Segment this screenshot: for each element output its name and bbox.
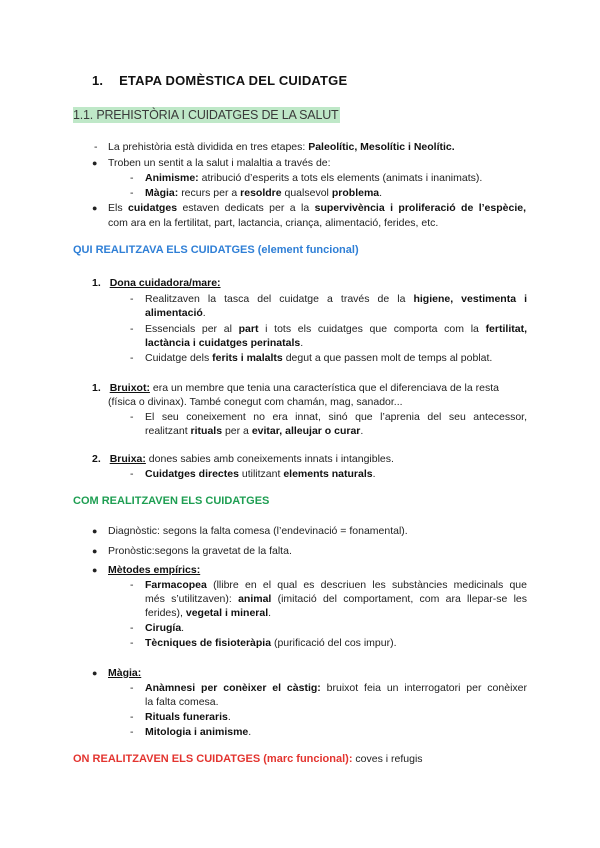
bullet-marker: ● [92,526,98,536]
bullet-marker: ● [92,565,98,575]
dash-marker: - [130,172,134,184]
list-item-continuation: com ara en la fertilitat, part, lactancia, criança, alimentació, ferides, etc. [108,217,439,229]
bold-text: problema [331,187,380,199]
text: era un membre que tenia una característica que el diferenciava de la resta [152,382,499,394]
bold-text: vegetal i mineral [185,607,269,619]
list-item-continuation [145,606,271,620]
list-item [145,467,376,481]
bold-text: Tècniques de fisioteràpia [145,637,272,649]
dash-marker: - [130,682,134,694]
text: . [300,337,304,349]
list-item-continuation [145,306,206,320]
bold-text: Rituals funeraris [145,711,228,723]
section-title [92,74,347,88]
bold-text: elements naturals [283,468,373,480]
subsection-title [73,108,340,123]
list-item [145,322,527,336]
section-number: 1. [92,73,104,88]
text: . [227,711,231,723]
list-item-continuation [145,336,303,350]
list-item [145,621,184,635]
numbered-item [92,276,221,290]
text: Essencials per al [145,323,232,335]
text: (purificació del cos impur). [273,637,397,649]
list-item: Pronòstic:segons la gravetat de la falta. [108,545,292,557]
item-label: Bruixot: [109,382,150,394]
item-number: 1. [92,382,101,394]
list-item [145,710,231,724]
text: . [360,425,364,437]
bullet-marker: ● [92,668,98,678]
list-item [108,563,200,577]
list-item [108,666,141,680]
heading-on-label: ON REALITZAVEN ELS CUIDATGES (marc funcional): [73,753,353,765]
bold-text: Mitologia i animisme [145,726,249,738]
text: i tots els cuidatges que comporta com la [265,323,479,335]
list-item [145,171,482,185]
bullet-marker: ● [92,203,98,213]
list-item [145,292,527,306]
bold-text: rituals [190,425,223,437]
bold-text: Anàmnesi per conèixer el càstig: [145,682,321,694]
bold-text: fertilitat, [485,323,527,335]
bold-text: Animisme: [145,172,199,184]
list-item [145,578,527,592]
bold-text: higiene, vestimenta i [413,293,527,305]
numbered-item [92,381,499,395]
item-number: 2. [92,453,101,465]
list-item [108,140,455,154]
dash-marker: - [130,293,134,305]
text: . [248,726,252,738]
text: bruixot feia un interrogatori per conèixer [326,682,527,694]
item-label: Bruixa: [109,453,146,465]
bold-text: Màgia: [108,667,142,679]
heading-on [73,752,423,766]
bold-text: supervivència i proliferació de l’espècie, [314,202,526,214]
heading-com: COM REALITZAVEN ELS CUIDATGES [73,495,270,507]
bold-text: Farmacopea [145,579,207,591]
text: dones sabies amb coneixements innats i intangibles. [148,453,394,465]
list-item [108,201,526,215]
bold-text: part [238,323,259,335]
bold-text: Mètodes empírics: [108,564,201,576]
list-item [145,351,492,365]
bold-text: resoldre [240,187,282,199]
bullet-marker: ● [92,546,98,556]
list-item [145,186,382,200]
dash-marker: - [130,352,134,364]
list-item-continuation: la falta comesa. [145,696,219,708]
text: més s’utilitzaven): [145,593,232,605]
text: recurs per a [181,187,238,199]
bold-text: alimentació [145,307,203,319]
list-item: Troben un sentit a la salut i malaltia a través de: [108,157,331,169]
text: (imitació del comportament, com ara llepar-se les [277,593,527,605]
list-item [145,681,527,695]
section-title-text: ETAPA DOMÈSTICA DEL CUIDATGE [119,73,348,88]
text: qualsevol [284,187,329,199]
text: . [379,187,383,199]
dash-marker: - [130,579,134,591]
item-number: 1. [92,277,101,289]
bold-text: Cirugía [145,622,182,634]
dash-marker: - [130,726,134,738]
text: atribució d’esperits a tots els elements (animats i inanimats). [201,172,483,184]
numbered-item [92,452,394,466]
dash-marker: - [130,711,134,723]
list-item: El seu coneixement no era innat, sinó que l’aprenia del seu antecessor, [145,411,527,423]
bullet-marker: ● [92,158,98,168]
list-item-continuation [145,424,363,438]
dash-marker: - [94,141,98,153]
text: Els [108,202,123,214]
text: . [202,307,206,319]
text: estaven dedicats per a la [182,202,310,214]
text: . [181,622,185,634]
dash-marker: - [130,468,134,480]
dash-marker: - [130,323,134,335]
text: per a [224,425,249,437]
text: Realitzaven la tasca del cuidatge a través de la [145,293,406,305]
subsection-highlight: 1.1. PREHISTÒRIA I CUIDATGES DE LA SALUT [73,108,339,122]
text: coves i refugis [355,753,423,765]
text: La prehistòria està dividida en tres etapes: [108,141,306,153]
list-item-continuation [145,592,527,606]
text: utilitzant [241,468,281,480]
item-label: Dona cuidadora/mare: [109,277,221,289]
text: . [268,607,272,619]
bold-text: Màgia: [145,187,179,199]
bold-text: animal [238,593,272,605]
text: (llibre en el qual es descriuen les substàncies medicinals que [213,579,527,591]
text: Cuidatge dels [145,352,210,364]
dash-marker: - [130,637,134,649]
list-item [145,636,397,650]
heading-qui: QUI REALITZAVA ELS CUIDATGES (element funcional) [73,244,359,256]
bold-text: lactància i cuidatges perinatals [145,337,301,349]
list-item: Diagnòstic: segons la falta comesa (l’endevinació = fonamental). [108,525,408,537]
list-item-continuation: (física o divinax). També conegut com chamán, mag, sanador... [108,396,403,408]
dash-marker: - [130,187,134,199]
bold-text: Paleolític, Mesolític i Neolític. [308,141,455,153]
dash-marker: - [130,411,134,423]
dash-marker: - [130,622,134,634]
bold-text: ferits i malalts [212,352,283,364]
text: realitzant [145,425,188,437]
text: . [372,468,376,480]
bold-text: Cuidatges directes [145,468,239,480]
bold-text: cuidatges [128,202,178,214]
text: degut a que passen molt de temps al poblat. [285,352,493,364]
bold-text: evitar, alleujar o curar [251,425,361,437]
list-item [145,725,251,739]
text: ferides), [145,607,183,619]
